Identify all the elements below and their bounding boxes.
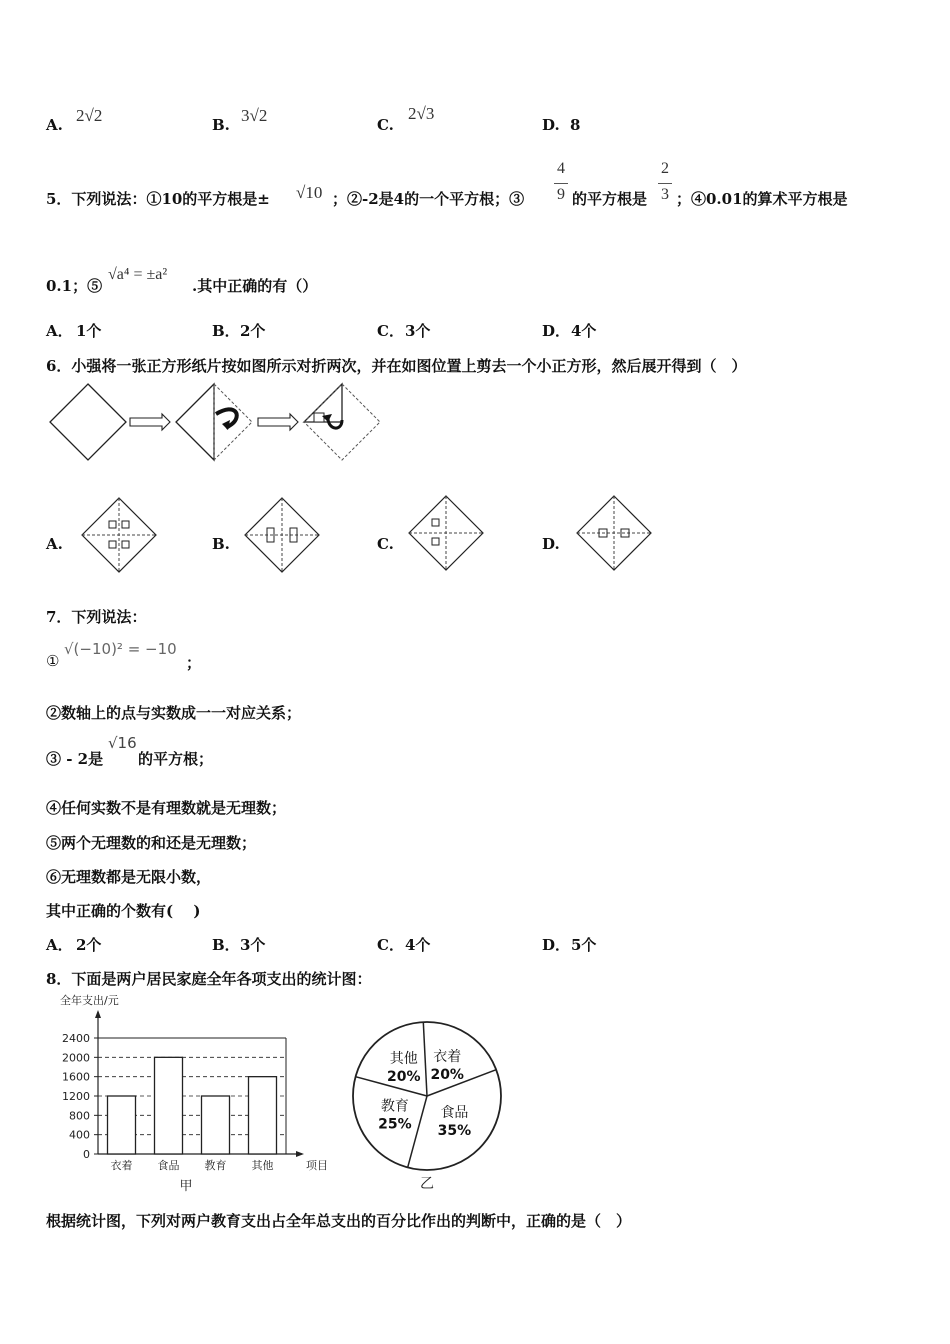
q7-s4: ④任何实数不是有理数就是无理数； xyxy=(46,799,287,817)
q8-followup: 根据统计图，下列对两户教育支出占全年总支出的百分比作出的判断中，正确的是（ ） xyxy=(46,1212,632,1230)
bar-chart-jia xyxy=(46,990,336,1200)
q7-s3-b: 的平方根； xyxy=(138,750,214,768)
q5-text-4: ；④0.01的算术平方根是 xyxy=(676,190,848,208)
q7-s1-num: ① xyxy=(46,652,60,670)
pie-slice-value: 25% xyxy=(378,1116,412,1133)
y-tick-label: 800 xyxy=(69,1109,90,1123)
fold-arrow-icon xyxy=(328,418,342,428)
q4-option-b-label: B. xyxy=(212,116,230,134)
q7-option-a-label: A． xyxy=(46,936,73,954)
q5-line2-b: .其中正确的有（） xyxy=(192,277,318,295)
q7-s5: ⑤两个无理数的和还是无理数； xyxy=(46,834,257,852)
q7-s1-end: ； xyxy=(186,654,202,672)
q5-frac2-num: 2 xyxy=(661,160,669,177)
q7-s3-a: ③ - 2是 xyxy=(46,750,104,768)
q5-option-b-label: B． xyxy=(212,322,240,340)
y-tick-label: 1600 xyxy=(62,1070,90,1084)
q7-option-c-value: 4个 xyxy=(405,936,431,954)
bar xyxy=(249,1077,277,1154)
q7-option-b-label: B． xyxy=(212,936,240,954)
q6-option-a-figure xyxy=(80,496,158,574)
q5-option-b-value: 2个 xyxy=(240,322,266,340)
q7-ask: 其中正确的个数有( ) xyxy=(46,902,201,920)
q7-option-a-value: 2个 xyxy=(76,936,102,954)
q5-option-d-value: 4个 xyxy=(571,322,597,340)
q6-option-b-figure xyxy=(243,496,321,574)
q5-frac1-den: 9 xyxy=(557,186,565,203)
pie-slice-label: 衣着 xyxy=(433,1049,462,1066)
q5-text-1: 5．下列说法：①10的平方根是± xyxy=(46,190,270,208)
x-tick-label: 教育 xyxy=(204,1159,227,1172)
pie-slice-label: 其他 xyxy=(389,1051,418,1068)
q5-frac2-den: 3 xyxy=(661,186,669,203)
q5-frac1-num: 4 xyxy=(557,160,565,177)
q6-option-c-figure xyxy=(407,494,485,572)
chart-title: 甲 xyxy=(179,1179,193,1194)
y-axis-label: 全年支出/元 xyxy=(60,994,119,1007)
y-tick-label: 2400 xyxy=(62,1032,90,1045)
x-tick-label: 食品 xyxy=(157,1159,180,1172)
arrow-right-icon xyxy=(130,414,170,430)
x-axis-label: 项目 xyxy=(306,1159,328,1172)
y-tick-label: 2000 xyxy=(62,1051,90,1065)
q7-s1-expr: √(−10)² = −10 xyxy=(64,640,177,658)
q6-text: 6．小强将一张正方形纸片按如图所示对折两次，并在如图位置上剪去一个小正方形，然后展开得到（ ） xyxy=(46,357,747,375)
y-tick-label: 400 xyxy=(69,1128,90,1142)
pie-slice-label: 教育 xyxy=(380,1098,409,1115)
q5-option-a-label: A． xyxy=(46,322,73,340)
square-paper xyxy=(50,384,126,460)
q7-s6: ⑥无理数都是无限小数， xyxy=(46,868,212,886)
q6-option-a-label: A. xyxy=(46,535,63,553)
q5-text-3: 的平方根是 xyxy=(572,190,648,208)
q7-s3-root: √16 xyxy=(108,734,137,752)
q6-option-d-label: D. xyxy=(542,535,560,553)
q4-option-d-label: D. xyxy=(542,116,560,134)
cut-square xyxy=(314,413,324,422)
q6-option-b-label: B. xyxy=(212,535,230,553)
pie-slice-value: 20% xyxy=(387,1069,421,1086)
q4-option-a-label: A. xyxy=(46,116,63,134)
q7-option-c-label: C． xyxy=(377,936,404,954)
q5-option-d-label: D． xyxy=(542,322,571,340)
x-tick-label: 其他 xyxy=(251,1159,274,1172)
bar xyxy=(108,1096,136,1154)
pie-slice-value: 35% xyxy=(437,1122,472,1139)
q4-option-c-value: 2√3 xyxy=(408,104,435,123)
fraction-bar xyxy=(554,183,568,184)
q5-expr: √a⁴ = ±a² xyxy=(108,266,168,283)
q4-option-c-label: C. xyxy=(377,116,394,134)
q4-option-a-value: 2√2 xyxy=(76,106,103,125)
bar xyxy=(155,1057,183,1154)
y-axis-arrow-icon xyxy=(95,1010,101,1018)
arrow-right-icon xyxy=(258,414,298,430)
pie-chart-yi xyxy=(345,1020,510,1195)
q5-text-2: ；②-2是4的一个平方根；③ xyxy=(332,190,525,208)
x-tick-label: 衣着 xyxy=(110,1159,133,1172)
y-tick-label: 1200 xyxy=(62,1090,90,1103)
fraction-bar xyxy=(658,183,672,184)
q7-option-b-value: 3个 xyxy=(240,936,266,954)
q5-option-a-value: 1个 xyxy=(76,322,102,340)
q6-option-c-label: C. xyxy=(377,535,394,553)
bar xyxy=(202,1096,230,1154)
q7-option-d-label: D． xyxy=(542,936,571,954)
q4-option-d-value: 8 xyxy=(570,116,581,134)
y-tick-label: 0 xyxy=(83,1148,90,1161)
q5-option-c-label: C． xyxy=(377,322,404,340)
folding-process-figure xyxy=(46,380,391,466)
q5-line2-a: 0.1；⑤ xyxy=(46,277,103,295)
pie-slice-value: 20% xyxy=(430,1067,464,1084)
q6-option-d-figure xyxy=(575,494,653,572)
q7-option-d-value: 5个 xyxy=(571,936,597,954)
q4-option-b-value: 3√2 xyxy=(241,106,268,125)
folded-half xyxy=(176,384,214,460)
x-axis-arrow-icon xyxy=(296,1151,304,1157)
chart-title: 乙 xyxy=(420,1176,434,1192)
q7-title: 7．下列说法： xyxy=(46,608,147,626)
pie-slice-label: 食品 xyxy=(440,1104,469,1121)
q5-sqrt10: √10 xyxy=(296,183,323,202)
q5-option-c-value: 3个 xyxy=(405,322,431,340)
q7-s2: ②数轴上的点与实数成一一对应关系； xyxy=(46,704,302,722)
q8-text: 8．下面是两户居民家庭全年各项支出的统计图： xyxy=(46,970,372,988)
